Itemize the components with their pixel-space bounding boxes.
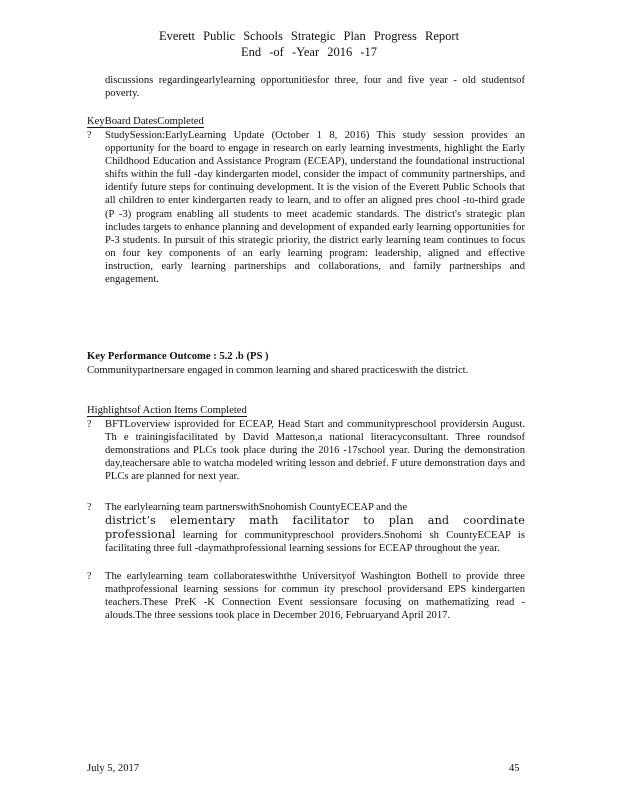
highlight-item-3: The earlylearning team collaborateswiththe Universityof Washington Bothell to provide three mathprofessional learning sessions for commun ity preschool providersand EPS kindergarten teachers.These PreK -K Connection Event sessionsare focusing on mathematizing read -alouds.The three sessions took place in December 2016, Februaryand April 2017. xyxy=(105,571,525,622)
highlight-item-2 xyxy=(105,501,525,555)
highlight-item-2-line1: The earlylearning team partnerswithSnohomish CountyECEAP and the xyxy=(105,502,408,513)
highlights-heading-text: Highlightsof Action Items Completed xyxy=(87,405,247,416)
highlight-item-2-large-line: district’s elementary math facilitator to plan and coordinate professional xyxy=(105,514,525,542)
bullet-marker: ? xyxy=(87,419,92,430)
highlights-heading xyxy=(87,404,247,417)
footer-date: July 5, 2017 xyxy=(87,763,140,774)
keyboard-dates-heading xyxy=(87,115,204,128)
kpi-heading: Key Performance Outcome : 5.2 .b (PS ) xyxy=(87,351,269,362)
bullet-marker: ? xyxy=(87,571,92,582)
study-session-paragraph: StudySession:EarlyLearning Update (October 1 8, 2016) This study session provides an opportunity for the board to engage in research on early learning investments, highlight the Early Childhood Education and Assistance Program (ECEAP), understand the foundational instructional shifts within the full -day kindergarten model, consider the impact of community partnerships, and identify future steps for continuing development. It is the vision of the Everett Public Schools that all children to enter kindergarten ready to learn, and to offer an aligned pres chool -to-third grade (P -3) program enabling all students to meet academic standards. The district's strategic plan includes targets to enhance planning and development of expanded early learning opportunities for P-3 students. In pursuit of this strategic priority, the district early learning team continues to focus on four key components of an early learning program: leadership, aligned and effective instruction, early learning partnerships and collaborations, and family partnerships and engagement. xyxy=(105,130,525,286)
report-subtitle: End -of -Year 2016 -17 xyxy=(240,45,378,59)
bullet-marker: ? xyxy=(87,502,92,513)
report-title: Everett Public Schools Strategic Plan Progress Report xyxy=(158,29,460,43)
kpi-text: Communitypartnersare engaged in common learning and shared practiceswith the district. xyxy=(87,365,469,376)
page-number: 45 xyxy=(509,763,520,774)
highlight-item-1: BFTLoverview isprovided for ECEAP, Head Start and communitypreschool providersin August. Th e trainingisfacilitated by David Matteson,a national literacyconsultant. Three roundsof demonstrations and PLCs took place during the 2016 -17school year. During the demonstration day,teachersare able to watcha modeled writing lesson and debrief. F uture demonstration days and PLCs are planned for next year. xyxy=(105,419,525,483)
intro-paragraph: discussions regardingearlylearning opportunitiesfor three, four and five year - old studentsof poverty. xyxy=(105,75,525,100)
highlight-item-2-rest: learning for communitypreschool providers.Snohomi sh CountyECEAP is facilitating three full -daymathprofessional learning sessions for ECEAP throughout the year. xyxy=(105,530,525,555)
bullet-marker: ? xyxy=(87,130,92,141)
keyboard-dates-heading-text: KeyBoard DatesCompleted xyxy=(87,116,204,127)
